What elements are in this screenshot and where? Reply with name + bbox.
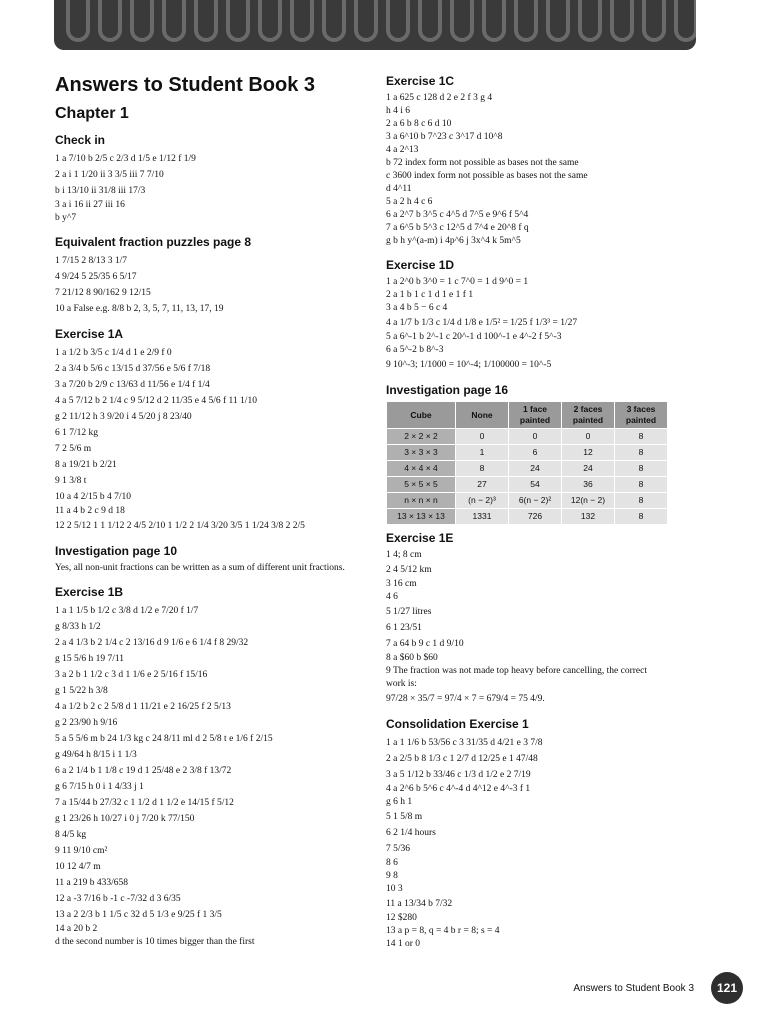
answer-line: 7 5/36 bbox=[386, 844, 411, 854]
cube-painting-table bbox=[386, 401, 668, 525]
answer-line: 6 1 7/12 kg bbox=[55, 428, 99, 438]
answer-line: 2 a 2/5 b 8 1/3 c 1 2/7 d 12/25 e 1 47/48 bbox=[386, 754, 538, 764]
binder-loop-shape bbox=[516, 0, 536, 40]
binder-loop-shape bbox=[292, 0, 312, 40]
table-cell: 8 bbox=[615, 445, 668, 461]
chapter-heading: Chapter 1 bbox=[55, 105, 129, 122]
section-heading-investigation-page-10: Investigation page 10 bbox=[55, 544, 178, 558]
left-sections bbox=[55, 133, 373, 949]
answer-line: 14 1 or 0 bbox=[386, 939, 421, 949]
table-row bbox=[387, 461, 668, 477]
table-cell: 6 bbox=[509, 445, 562, 461]
answer-line: 2 a i 1 1/20 ii 3 3/5 iii 7 7/10 bbox=[55, 170, 164, 180]
answer-line: 8 a 19/21 b 2/21 bbox=[55, 460, 117, 470]
answer-line: 12 $280 bbox=[386, 913, 417, 923]
answer-line: 1 a 1 1/5 b 1/2 c 3/8 d 1/2 e 7/20 f 1/7 bbox=[55, 606, 199, 616]
table-cell: 726 bbox=[509, 509, 562, 525]
answer-line: 2 a 1 b 1 c 1 d 1 e 1 f 1 bbox=[386, 290, 474, 300]
binder-loop-shape bbox=[612, 0, 632, 40]
table-cell: 132 bbox=[562, 509, 615, 525]
binder-loop-shape bbox=[196, 0, 216, 40]
answer-line: 7 a 6^5 b 5^3 c 12^5 d 7^4 e 20^8 f q bbox=[386, 223, 529, 233]
answer-line: 9 1 3/8 t bbox=[55, 476, 87, 486]
right-sections-top bbox=[386, 74, 716, 373]
table-cell: 4 × 4 × 4 bbox=[387, 461, 456, 477]
table-cell: 2 × 2 × 2 bbox=[387, 429, 456, 445]
section-heading-exercise-1a: Exercise 1A bbox=[55, 327, 124, 341]
binder-loops-decoration bbox=[54, 0, 696, 50]
table-cell: 24 bbox=[509, 461, 562, 477]
binder-loop-shape bbox=[228, 0, 248, 40]
answer-line: g 6 7/15 h 0 i 1 4/33 j 1 bbox=[55, 782, 144, 792]
answer-line: 13 a 2 2/3 b 1 1/5 c 32 d 5 1/3 e 9/25 f 1 3/5 bbox=[55, 910, 222, 920]
answer-line: Yes, all non-unit fractions can be written as a sum of different unit fractions. bbox=[55, 563, 345, 573]
answer-line: 5 a 6^-1 b 2^-1 c 20^-1 d 100^-1 e 4^-2 f 5^-3 bbox=[386, 332, 562, 342]
answer-line: 3 16 cm bbox=[386, 579, 417, 589]
answer-line: 8 6 bbox=[386, 858, 398, 868]
answer-line: 2 a 4 1/3 b 2 1/4 c 2 13/16 d 9 1/6 e 6 1/4 f 8 29/32 bbox=[55, 638, 249, 648]
answer-line: b 72 index form not possible as bases not the same bbox=[386, 158, 579, 168]
answer-line: 4 6 bbox=[386, 592, 398, 602]
answer-line: 7 2 5/6 m bbox=[55, 444, 92, 454]
answer-line: b y^7 bbox=[55, 213, 77, 223]
answer-line: g 6 h 1 bbox=[386, 797, 413, 807]
table-cell: 8 bbox=[456, 461, 509, 477]
answer-line: g 1 23/26 h 10/27 i 0 j 7/20 k 77/150 bbox=[55, 814, 195, 824]
answer-line: 9 8 bbox=[386, 871, 398, 881]
binder-loop-shape bbox=[132, 0, 152, 40]
answer-line: 10 a False e.g. 8/8 b 2, 3, 5, 7, 11, 13, 17, 19 bbox=[55, 304, 224, 314]
table-cell: 13 × 13 × 13 bbox=[387, 509, 456, 525]
section-heading-investigation-16: Investigation page 16 bbox=[386, 383, 509, 397]
table-cell: 12 bbox=[562, 445, 615, 461]
section-heading-exercise-1d: Exercise 1D bbox=[386, 258, 455, 272]
answer-line: g b h y^(a-m) i 4p^6 j 3x^4 k 5m^5 bbox=[386, 236, 521, 246]
answer-line: 1 a 1/2 b 3/5 c 1/4 d 1 e 2/9 f 0 bbox=[55, 348, 172, 358]
table-cell: 1331 bbox=[456, 509, 509, 525]
page-title: Answers to Student Book 3 bbox=[55, 74, 316, 96]
binder-loop-shape bbox=[164, 0, 184, 40]
answer-line: 3 a i 16 ii 27 iii 16 bbox=[55, 200, 125, 210]
binder-loop-shape bbox=[68, 0, 88, 40]
left-column bbox=[55, 70, 373, 949]
answer-line: 4 a 2^13 bbox=[386, 145, 419, 155]
table-cell: (n − 2)³ bbox=[456, 493, 509, 509]
answer-line: h 4 i 6 bbox=[386, 106, 411, 116]
answer-line: 4 a 5 7/12 b 2 1/4 c 9 5/12 d 2 11/35 e 4 5/6 f 11 1/10 bbox=[55, 396, 257, 406]
answer-line: 11 a 4 b 2 c 9 d 18 bbox=[55, 506, 125, 516]
table-header-cell: None bbox=[456, 402, 509, 429]
table-cell: 12(n − 2) bbox=[562, 493, 615, 509]
answer-line: 3 a 6^10 b 7^23 c 3^17 d 10^8 bbox=[386, 132, 503, 142]
answer-line: 5 1 5/8 m bbox=[386, 812, 423, 822]
answer-line: 11 a 13/34 b 7/32 bbox=[386, 899, 453, 909]
answer-line: d 4^11 bbox=[386, 184, 412, 194]
page-number-badge: 121 bbox=[711, 972, 743, 1004]
section-heading-exercise-1b: Exercise 1B bbox=[55, 585, 124, 599]
answer-line: 9 The fraction was not made top heavy before cancelling, the correct bbox=[386, 666, 647, 676]
answer-line: 6 a 2 1/4 b 1 1/8 c 19 d 1 25/48 e 2 3/8 f 13/72 bbox=[55, 766, 232, 776]
answer-line: 1 a 1 1/6 b 53/56 c 3 31/35 d 4/21 e 3 7/8 bbox=[386, 738, 543, 748]
answer-line: g 8/33 h 1/2 bbox=[55, 622, 101, 632]
answer-line: 97/28 × 35/7 = 97/4 × 7 = 679/4 = 75 4/9. bbox=[386, 694, 545, 704]
answer-line: g 15 5/6 h 19 7/11 bbox=[55, 654, 125, 664]
answer-line: 8 4/5 kg bbox=[55, 830, 87, 840]
binder-loop-shape bbox=[644, 0, 664, 40]
right-column bbox=[386, 70, 716, 951]
section-heading-check-in: Check in bbox=[55, 133, 106, 147]
binder-loop-shape bbox=[420, 0, 440, 40]
section-heading-consolidation-exercise-1: Consolidation Exercise 1 bbox=[386, 717, 529, 731]
table-cell: 8 bbox=[615, 493, 668, 509]
table-row bbox=[387, 429, 668, 445]
answer-line: 1 7/15 2 8/13 3 1/7 bbox=[55, 256, 128, 266]
answer-line: 4 9/24 5 25/35 6 5/17 bbox=[55, 272, 137, 282]
binder-loop-shape bbox=[580, 0, 600, 40]
table-cell: n × n × n bbox=[387, 493, 456, 509]
answer-line: 12 a -3 7/16 b -1 c -7/32 d 3 6/35 bbox=[55, 894, 181, 904]
table-cell: 3 × 3 × 3 bbox=[387, 445, 456, 461]
table-cell: 8 bbox=[615, 509, 668, 525]
table-row bbox=[387, 445, 668, 461]
section-heading-exercise-1e: Exercise 1E bbox=[386, 531, 454, 545]
table-cell: 8 bbox=[615, 429, 668, 445]
top-banner bbox=[54, 0, 696, 50]
binder-loop-shape bbox=[548, 0, 568, 40]
answer-line: 4 a 2^6 b 5^6 c 4^-4 d 4^12 e 4^-3 f 1 bbox=[386, 784, 531, 794]
footer-book-title: Answers to Student Book 3 bbox=[573, 983, 694, 994]
table-row bbox=[387, 493, 668, 509]
section-heading-equivalent-fraction-puzzles-page-8: Equivalent fraction puzzles page 8 bbox=[55, 235, 252, 249]
table-cell: 8 bbox=[615, 461, 668, 477]
answer-line: work is: bbox=[386, 679, 417, 689]
answer-line: 1 a 2^0 b 3^0 = 1 c 7^0 = 1 d 9^0 = 1 bbox=[386, 277, 529, 287]
answer-line: 6 a 5^-2 b 8^-3 bbox=[386, 345, 444, 355]
binder-loop-shape bbox=[484, 0, 504, 40]
table-cell: 36 bbox=[562, 477, 615, 493]
answer-line: 7 a 15/44 b 27/32 c 1 1/2 d 1 1/2 e 14/15 f 5/12 bbox=[55, 798, 234, 808]
table-cell: 0 bbox=[509, 429, 562, 445]
binder-loop-shape bbox=[100, 0, 120, 40]
table-cell: 54 bbox=[509, 477, 562, 493]
section-heading-exercise-1c: Exercise 1C bbox=[386, 74, 455, 88]
table-cell: 5 × 5 × 5 bbox=[387, 477, 456, 493]
answer-line: 3 a 4 b 5 − 6 c 4 bbox=[386, 303, 448, 313]
answer-line: 5 a 5 5/6 m b 24 1/3 kg c 24 8/11 ml d 2 5/8 t e 1/6 f 2/15 bbox=[55, 734, 273, 744]
answer-line: g 2 11/12 h 3 9/20 i 4 5/20 j 8 23/40 bbox=[55, 412, 192, 422]
table-cell: 0 bbox=[456, 429, 509, 445]
answer-line: 4 a 1/2 b 2 c 2 5/8 d 1 11/21 e 2 16/25 f 2 5/13 bbox=[55, 702, 231, 712]
answer-line: 1 a 625 c 128 d 2 e 2 f 3 g 4 bbox=[386, 93, 493, 103]
answer-line: 3 a 2 b 1 1/2 c 3 d 1 1/6 e 2 5/16 f 15/16 bbox=[55, 670, 208, 680]
table-header-cell: 1 face painted bbox=[509, 402, 562, 429]
binder-loop-shape bbox=[452, 0, 472, 40]
answer-line: 6 2 1/4 hours bbox=[386, 828, 436, 838]
answer-line: 9 11 9/10 cm² bbox=[55, 846, 108, 856]
answer-line: 4 a 1/7 b 1/3 c 1/4 d 1/8 e 1/5² = 1/25 f 1/3³ = 1/27 bbox=[386, 318, 578, 328]
answer-line: 12 2 5/12 1 1 1/12 2 4/5 2/10 1 1/2 2 1/4 3/20 3/5 1 1/24 3/8 2 2/5 bbox=[55, 521, 305, 531]
answer-line: 1 a 7/10 b 2/5 c 2/3 d 1/5 e 1/12 f 1/9 bbox=[55, 154, 196, 164]
binder-loop-shape bbox=[324, 0, 344, 40]
answer-line: 10 a 4 2/15 b 4 7/10 bbox=[55, 492, 131, 502]
answer-line: c 3600 index form not possible as bases not the same bbox=[386, 171, 588, 181]
answer-line: 2 a 6 b 8 c 6 d 10 bbox=[386, 119, 452, 129]
answer-line: d the second number is 10 times bigger than the first bbox=[55, 937, 255, 947]
answer-line: b i 13/10 ii 31/8 iii 17/3 bbox=[55, 186, 146, 196]
binder-loop-shape bbox=[388, 0, 408, 40]
table-cell: 1 bbox=[456, 445, 509, 461]
answer-line: 7 a 64 b 9 c 1 d 9/10 bbox=[386, 639, 464, 649]
table-row bbox=[387, 509, 668, 525]
table-cell: 24 bbox=[562, 461, 615, 477]
table-cell: 6(n − 2)² bbox=[509, 493, 562, 509]
table-cell: 27 bbox=[456, 477, 509, 493]
table-header-cell: 3 faces painted bbox=[615, 402, 668, 429]
table-body bbox=[387, 429, 668, 525]
answer-line: 2 4 5/12 km bbox=[386, 565, 432, 575]
answer-line: 5 a 2 h 4 c 6 bbox=[386, 197, 433, 207]
answer-line: g 49/64 h 8/15 i 1 1/3 bbox=[55, 750, 137, 760]
answer-line: 1 4; 8 cm bbox=[386, 550, 422, 560]
answer-line: 5 1/27 litres bbox=[386, 607, 432, 617]
answer-line: 11 a 219 b 433/658 bbox=[55, 878, 129, 888]
table-header-cell: 2 faces painted bbox=[562, 402, 615, 429]
table-header-row bbox=[387, 402, 668, 429]
binder-loop-shape bbox=[356, 0, 376, 40]
answer-line: 3 a 7/20 b 2/9 c 13/63 d 11/56 e 1/4 f 1/4 bbox=[55, 380, 210, 390]
answer-line: 3 a 5 1/12 b 33/46 c 1/3 d 1/2 e 2 7/19 bbox=[386, 770, 531, 780]
answer-line: g 2 23/90 h 9/16 bbox=[55, 718, 118, 728]
answer-line: 7 21/12 8 90/162 9 12/15 bbox=[55, 288, 151, 298]
answer-line: 13 a p = 8, q = 4 b r = 8; s = 4 bbox=[386, 926, 500, 936]
binder-loop-shape bbox=[260, 0, 280, 40]
answer-line: 6 a 2^7 b 3^5 c 4^5 d 7^5 e 9^6 f 5^4 bbox=[386, 210, 529, 220]
answer-line: 2 a 3/4 b 5/6 c 13/15 d 37/56 e 5/6 f 7/18 bbox=[55, 364, 211, 374]
answer-line: 9 10^-3; 1/1000 = 10^-4; 1/100000 = 10^-5 bbox=[386, 360, 552, 370]
table-cell: 8 bbox=[615, 477, 668, 493]
answer-line: 10 12 4/7 m bbox=[55, 862, 101, 872]
answer-line: 8 a $60 b $60 bbox=[386, 653, 438, 663]
table-cell: 0 bbox=[562, 429, 615, 445]
answer-line: 14 a 20 b 2 bbox=[55, 924, 98, 934]
right-sections-bottom bbox=[386, 531, 716, 951]
answer-line: g 1 5/22 h 3/8 bbox=[55, 686, 108, 696]
table-header-cell: Cube bbox=[387, 402, 456, 429]
binder-loop-shape bbox=[676, 0, 696, 40]
answer-line: 6 1 23/51 bbox=[386, 623, 422, 633]
table-row bbox=[387, 477, 668, 493]
answer-line: 10 3 bbox=[386, 884, 403, 894]
